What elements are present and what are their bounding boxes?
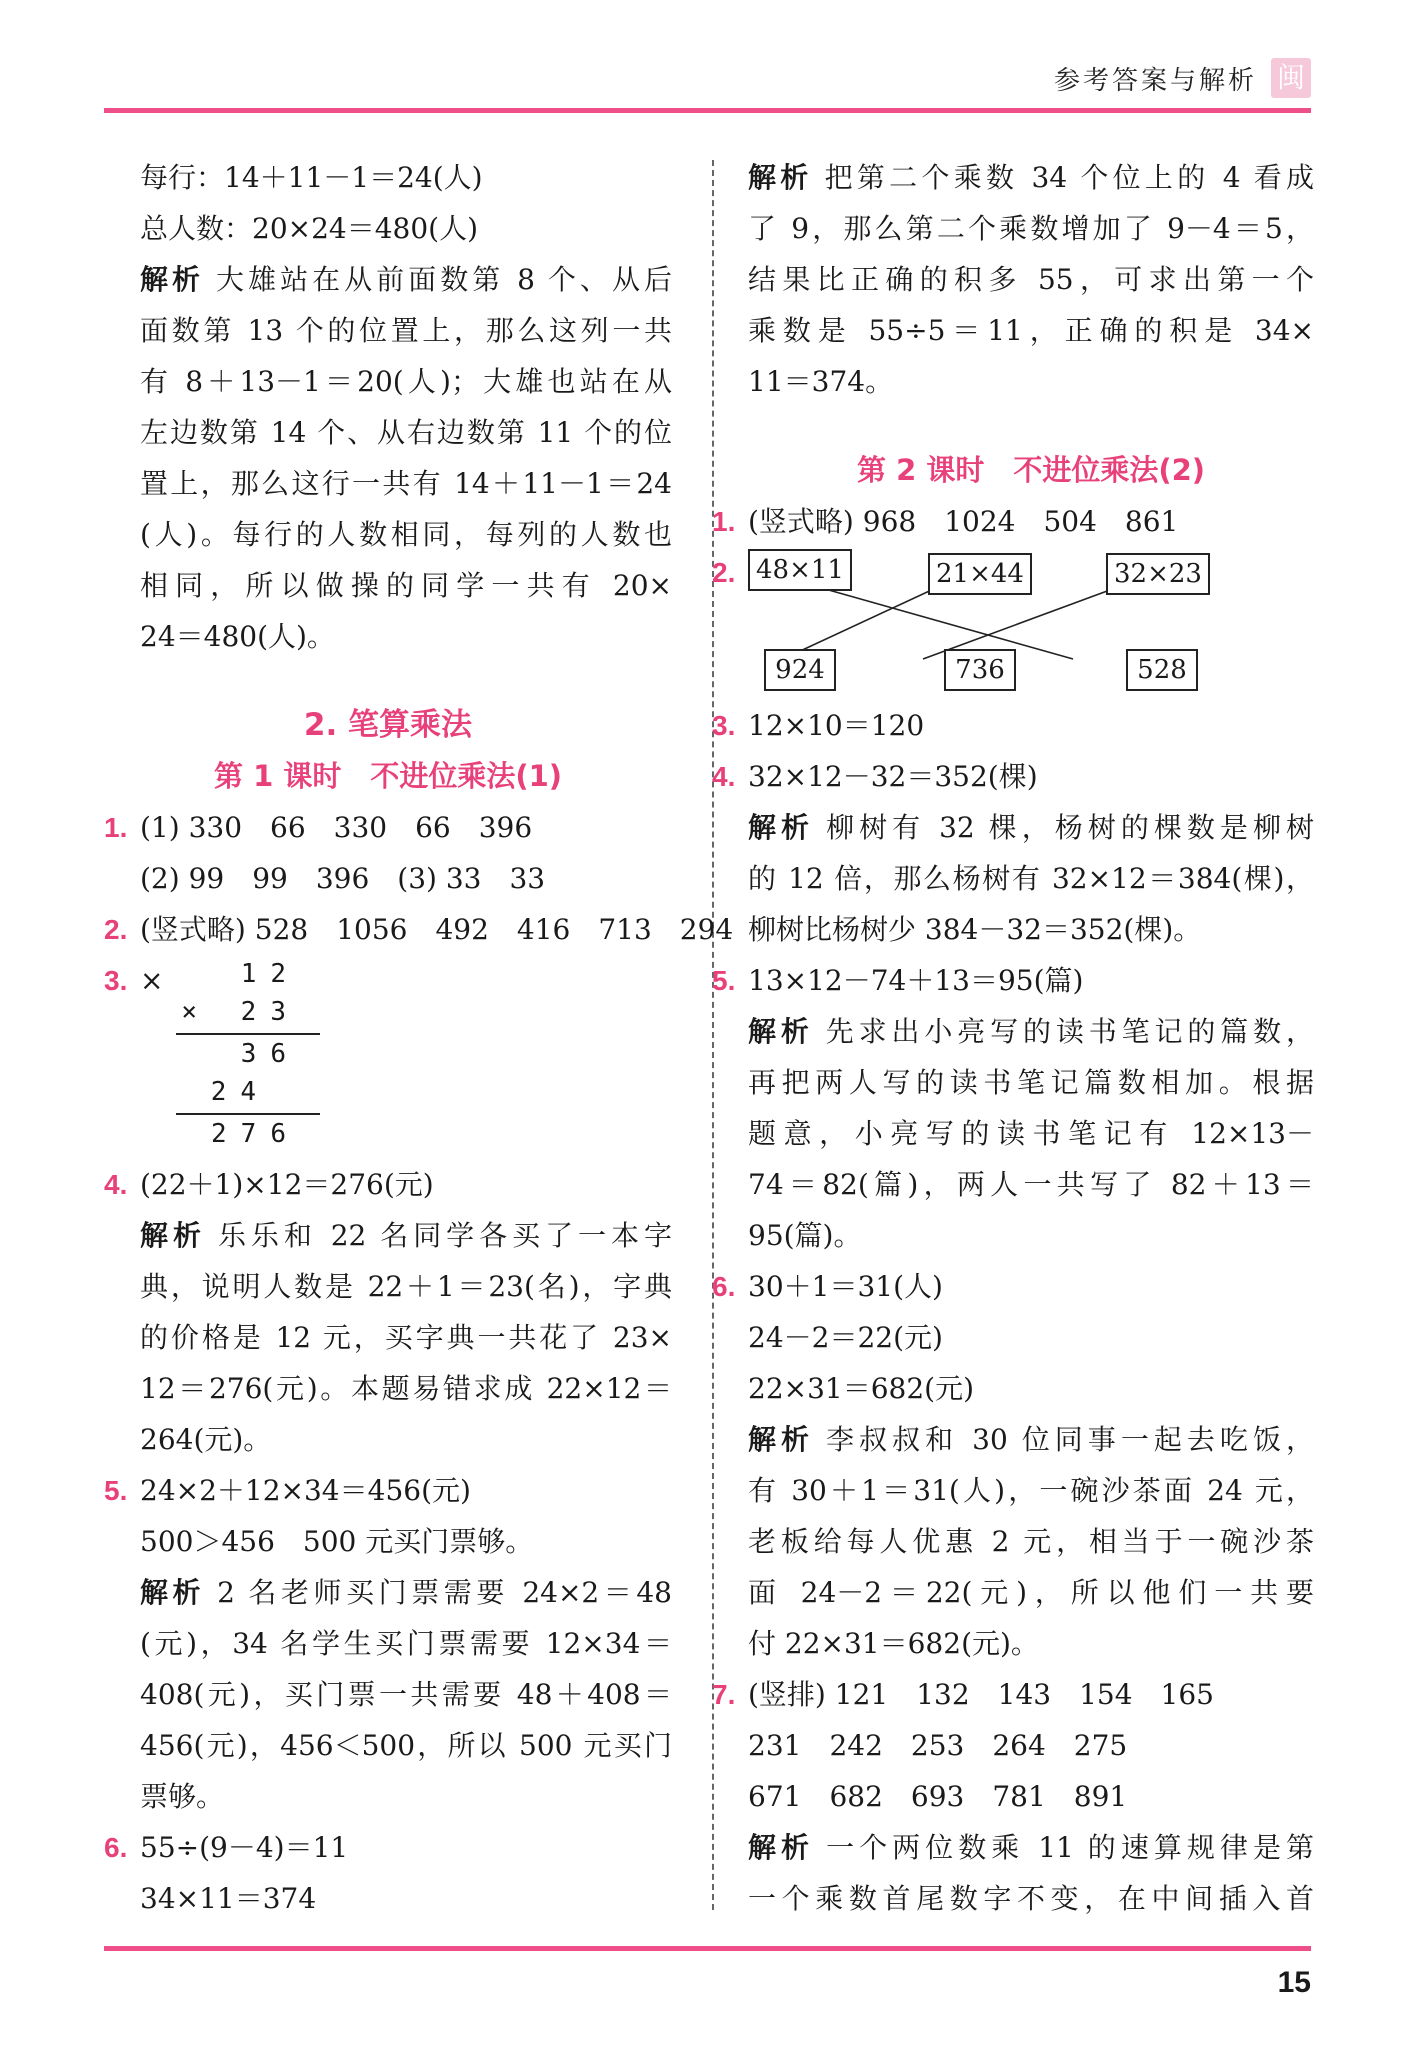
text-line: 总人数：20×24＝480(人) [140,212,479,245]
analysis-line: (人)。每行的人数相同，每列的人数也 [140,518,672,551]
question-number: 2. [104,914,128,945]
question-number: 5. [104,1475,128,1506]
question-4: 4. 32×12－32＝352(棵) [712,751,1314,802]
bottom-rule [104,1946,1311,1951]
analysis-line: 有 8＋13－1＝20(人)；大雄也站在从 [140,365,672,398]
question-number: 2. [712,557,736,588]
analysis-label: 解析 [748,1423,815,1456]
analysis-line: 一个乘数首尾数字不变，在中间插入首 [748,1882,1314,1915]
analysis-line: 置上，那么这行一共有 14＋11－1＝24 [140,467,672,500]
analysis-line: 典，说明人数是 22＋1＝23(名)，字典 [140,1270,672,1303]
analysis-line: 11＝374。 [748,365,894,398]
answer-line: 24－2＝22(元) [748,1321,943,1354]
analysis-line: 95(篇)。 [748,1219,862,1252]
analysis-line: 74＝82(篇)，两人一共写了 82＋13＝ [748,1168,1314,1201]
expression-box: 48×11 [748,549,852,591]
question-number: 4. [104,1169,128,1200]
answer-line: 500＞456 500 元买门票够。 [140,1525,534,1558]
analysis-line: 面数第 13 个的位置上，那么这列一共 [140,314,672,347]
question-number: 3. [104,965,128,996]
question-number: 4. [712,761,736,792]
analysis-line: 24＝480(人)。 [140,620,335,653]
analysis-line: 解析 一个两位数乘 11 的速算规律是第 [748,1831,1314,1864]
analysis-line: 12＝276(元)。本题易错求成 22×12＝ [140,1372,672,1405]
text-line: 每行：14＋11－1＝24(人) [140,161,483,194]
analysis-line: 解析 把第二个乘数 34 个位上的 4 看成 [748,161,1314,194]
analysis-line: 264(元)。 [140,1423,272,1456]
question-number: 6. [104,1832,128,1863]
lesson-title: 第 1 课时 不进位乘法(1) [213,759,563,793]
product-box: 736 [944,649,1016,691]
analysis-line: 了 9，那么第二个乘数增加了 9－4＝5， [748,212,1314,245]
answer-line: (2) 99 99 396 (3) 33 33 [140,862,546,895]
wrong-mark: × [140,964,164,997]
section-title: 2. 笔算乘法 [303,707,473,743]
answer-line: 22×31＝682(元) [748,1372,975,1405]
analysis-line: 的 12 倍，那么杨树有 32×12＝384(棵)， [748,862,1314,895]
analysis-line: 解析 乐乐和 22 名同学各买了一本字 [140,1219,672,1252]
calc-row: 36 [240,1039,300,1069]
analysis-line: 解析 柳树有 32 棵，杨树的棵数是柳树 [748,811,1314,844]
question-7: 7. (竖排) 121 132 143 154 165 [712,1669,1314,1720]
analysis-line: 相同，所以做操的同学一共有 20× [140,569,672,602]
question-number: 1. [712,506,736,537]
calc-row: 12 [240,959,300,989]
analysis-line: 左边数第 14 个、从右边数第 11 个的位 [140,416,672,449]
analysis-label: 解析 [748,811,815,844]
region-badge-icon: 闽 [1271,58,1311,98]
question-4: 4. (22＋1)×12＝276(元) [104,1159,672,1210]
question-number: 7. [712,1679,736,1710]
right-column [712,152,1314,1924]
header-title: 参考答案与解析 [1053,65,1257,96]
answer-line: 231 242 253 264 275 [748,1729,1128,1762]
analysis-line: 解析 大雄站在从前面数第 8 个、从后 [140,263,672,296]
analysis-line: 老板给每人优惠 2 元，相当于一碗沙茶 [748,1525,1314,1558]
analysis-line: 结果比正确的积多 55，可求出第一个 [748,263,1314,296]
analysis-line: 解析 2 名老师买门票需要 24×2＝48 [140,1576,672,1609]
question-1: 1. (1) 330 66 330 66 396 [104,802,672,853]
answer-line: 671 682 693 781 891 [748,1780,1128,1813]
analysis-line: (元)，34 名学生买门票需要 12×34＝ [140,1627,672,1660]
question-6: 6. 55÷(9－4)＝11 [104,1822,672,1873]
analysis-line: 有 30＋1＝31(人)，一碗沙茶面 24 元， [748,1474,1314,1507]
lesson-title: 第 2 课时 不进位乘法(2) [856,453,1206,487]
question-number: 1. [104,812,128,843]
column-divider [712,160,714,1910]
analysis-line: 408(元)，买门票一共需要 48＋408＝ [140,1678,672,1711]
analysis-line: 解析 先求出小亮写的读书笔记的篇数， [748,1015,1314,1048]
question-1: 1. (竖式略) 968 1024 504 861 [712,496,1314,547]
analysis-line: 456(元)，456＜500，所以 500 元买门 [140,1729,672,1762]
analysis-line: 的价格是 12 元，买字典一共花了 23× [140,1321,672,1354]
question-5: 5. 13×12－74＋13＝95(篇) [712,955,1314,1006]
analysis-line: 乘数是 55÷5＝11，正确的积是 34× [748,314,1314,347]
analysis-label: 解析 [140,1576,206,1609]
question-number: 6. [712,1271,736,1302]
top-rule [104,108,1311,113]
analysis-line: 付 22×31＝682(元)。 [748,1627,1039,1660]
left-column [104,152,734,1924]
calc-row: 24 [210,1077,270,1107]
calc-row: 276 [211,1119,300,1149]
analysis-label: 解析 [748,161,813,194]
vertical-calculation [140,955,340,1159]
analysis-label: 解析 [140,263,205,296]
question-6: 6. 30＋1＝31(人) [712,1261,1314,1312]
page-header [1054,58,1311,98]
analysis-line: 再把两人写的读书笔记篇数相加。根据 [748,1066,1314,1099]
matching-diagram [748,547,1314,700]
question-2: 2. (竖式略) 528 1056 492 416 713 294 [104,904,672,955]
question-number: 5. [712,965,736,996]
question-5: 5. 24×2＋12×34＝456(元) [104,1465,672,1516]
analysis-line: 题意，小亮写的读书笔记有 12×13－ [748,1117,1314,1150]
product-box: 528 [1126,649,1198,691]
analysis-line: 柳树比杨树少 384－32＝352(棵)。 [748,913,1202,946]
expression-box: 21×44 [928,553,1032,595]
question-3: 3. 12×10＝120 [712,700,1314,751]
analysis-line: 票够。 [140,1780,225,1813]
expression-box: 32×23 [1106,553,1210,595]
analysis-line: 解析 李叔叔和 30 位同事一起去吃饭， [748,1423,1314,1456]
analysis-line: 面 24－2＝22(元)，所以他们一共要 [748,1576,1314,1609]
analysis-label: 解析 [748,1015,814,1048]
answer-line: 34×11＝374 [140,1882,317,1915]
page-number: 15 [1277,1966,1311,1999]
analysis-label: 解析 [140,1219,206,1252]
product-box: 924 [764,649,836,691]
question-number: 3. [712,710,736,741]
analysis-label: 解析 [748,1831,815,1864]
calc-row: × 23 [181,997,300,1027]
